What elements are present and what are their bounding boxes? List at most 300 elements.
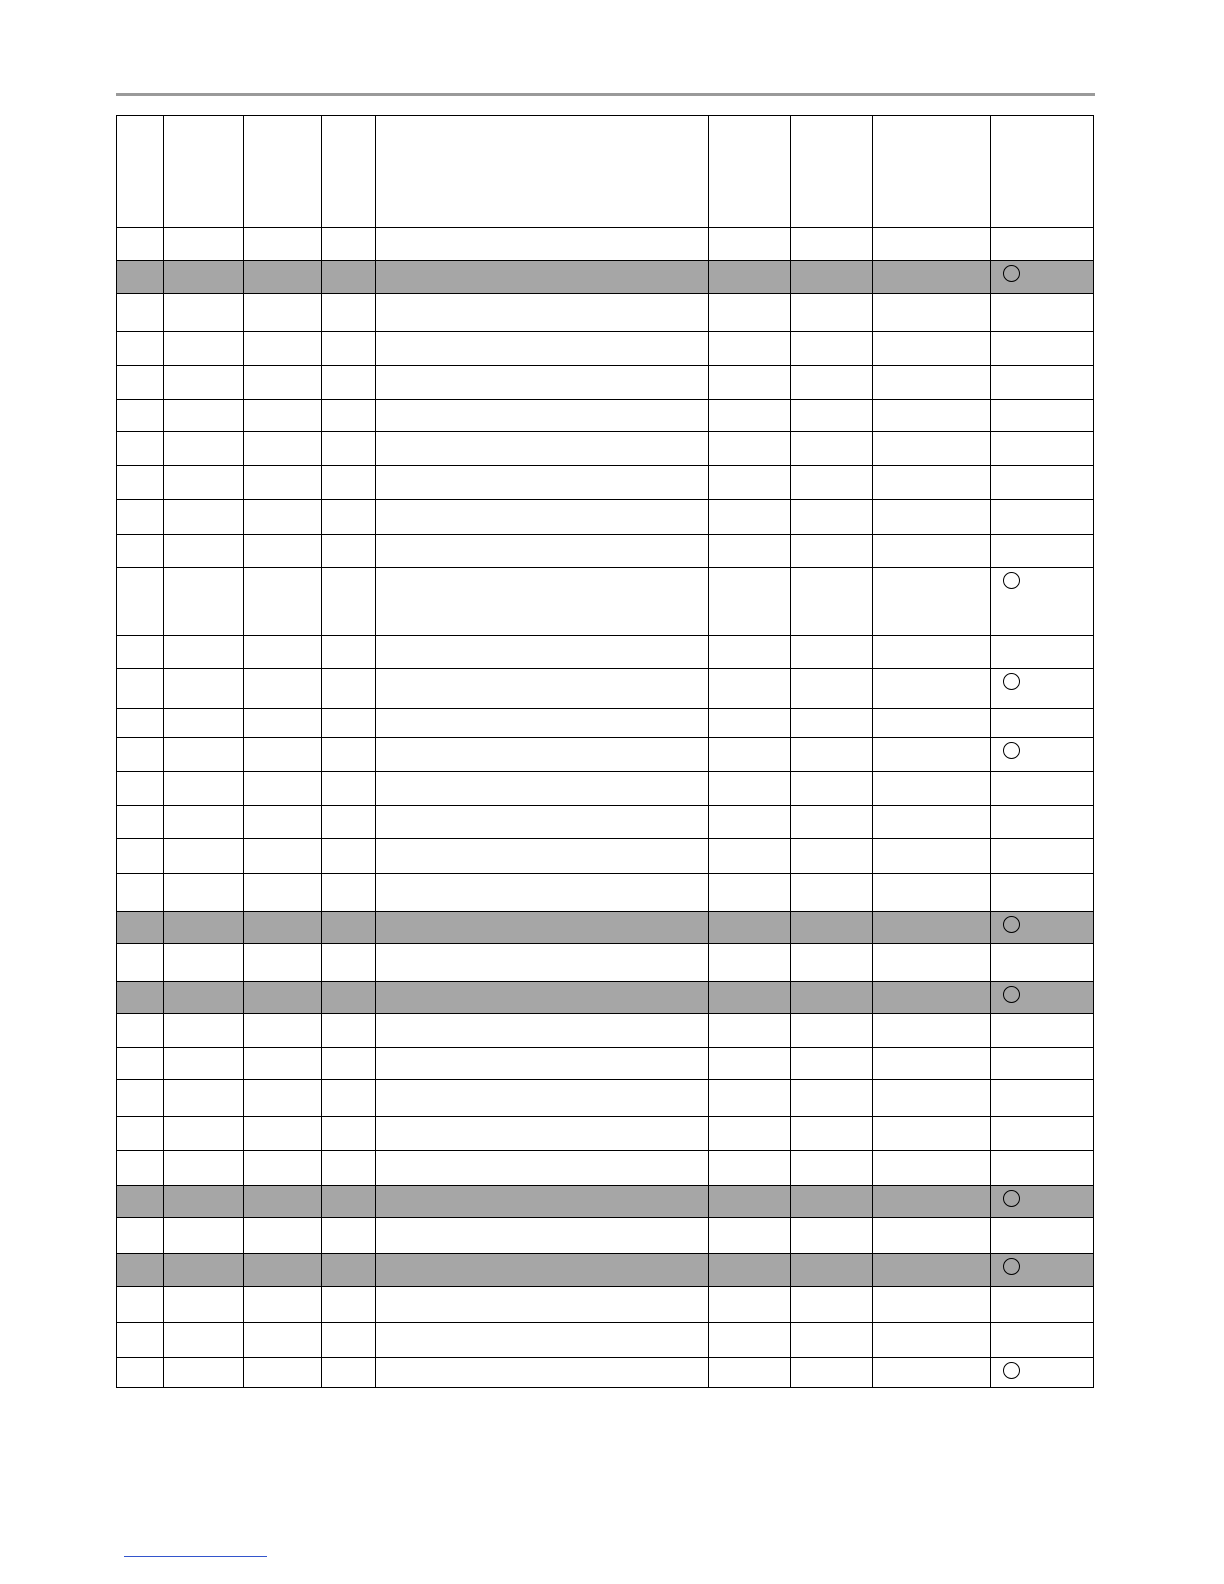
table-cell <box>791 1151 873 1186</box>
table-cell <box>791 332 873 366</box>
table-cell <box>164 500 244 535</box>
table-cell <box>376 1117 709 1151</box>
table-cell <box>244 839 322 874</box>
table-cell <box>991 1117 1094 1151</box>
table-cell <box>244 1218 322 1254</box>
table-cell <box>873 1117 991 1151</box>
table-cell <box>873 1186 991 1218</box>
table-cell <box>376 738 709 772</box>
table-cell <box>991 982 1094 1014</box>
table-cell <box>791 500 873 535</box>
table-cell <box>709 709 791 738</box>
table-cell <box>991 432 1094 466</box>
table-cell <box>791 738 873 772</box>
table-cell <box>164 1151 244 1186</box>
table-cell <box>164 772 244 806</box>
table-cell <box>117 400 164 432</box>
table-cell <box>322 500 376 535</box>
table-cell <box>322 568 376 636</box>
table-cell <box>791 261 873 294</box>
table-cell <box>322 1048 376 1080</box>
table-cell <box>791 568 873 636</box>
table-row <box>117 709 1094 738</box>
table-cell <box>164 839 244 874</box>
table-cell <box>873 466 991 500</box>
table-cell <box>873 669 991 709</box>
table-row <box>117 400 1094 432</box>
table-row <box>117 432 1094 466</box>
table-cell <box>244 261 322 294</box>
table-row <box>117 500 1094 535</box>
table-row <box>117 228 1094 261</box>
table-cell <box>991 466 1094 500</box>
table-cell <box>791 228 873 261</box>
table-cell <box>991 535 1094 568</box>
table-cell <box>117 432 164 466</box>
header-cell <box>873 116 991 228</box>
table-cell <box>117 1080 164 1117</box>
table-cell <box>164 709 244 738</box>
table-cell <box>117 1254 164 1287</box>
table-cell <box>164 636 244 669</box>
table-cell <box>376 400 709 432</box>
table-cell <box>991 1014 1094 1048</box>
table-cell <box>376 806 709 839</box>
table-cell <box>322 432 376 466</box>
header-cell <box>322 116 376 228</box>
circle-outline-icon <box>1003 1190 1020 1207</box>
table-cell <box>117 1151 164 1186</box>
table-cell <box>376 366 709 400</box>
table-cell <box>322 709 376 738</box>
table-cell <box>873 982 991 1014</box>
table-cell <box>244 535 322 568</box>
table-cell <box>322 636 376 669</box>
table-cell <box>117 1117 164 1151</box>
table-cell <box>376 535 709 568</box>
table-cell <box>991 294 1094 332</box>
table-row <box>117 1254 1094 1287</box>
table-cell <box>791 366 873 400</box>
table-cell <box>991 669 1094 709</box>
table-cell <box>117 912 164 944</box>
table-cell <box>791 400 873 432</box>
table-row <box>117 1358 1094 1388</box>
table-row <box>117 1323 1094 1358</box>
table-row <box>117 1218 1094 1254</box>
table-cell <box>376 944 709 982</box>
table-cell <box>873 432 991 466</box>
table-cell <box>709 1151 791 1186</box>
table-cell <box>164 982 244 1014</box>
table-cell <box>991 1287 1094 1323</box>
table-cell <box>873 332 991 366</box>
table-cell <box>244 1014 322 1048</box>
table-cell <box>873 294 991 332</box>
table-cell <box>873 1151 991 1186</box>
table-cell <box>376 1358 709 1388</box>
table-cell <box>991 839 1094 874</box>
table-cell <box>791 294 873 332</box>
table-cell <box>244 1151 322 1186</box>
table-cell <box>117 874 164 912</box>
table-row <box>117 839 1094 874</box>
table-cell <box>376 1151 709 1186</box>
table-cell <box>791 535 873 568</box>
table-cell <box>244 982 322 1014</box>
table-cell <box>873 1287 991 1323</box>
circle-outline-icon <box>1003 916 1020 933</box>
table-cell <box>873 1254 991 1287</box>
table-cell <box>709 228 791 261</box>
table-cell <box>164 1186 244 1218</box>
table-cell <box>117 366 164 400</box>
table-cell <box>164 1218 244 1254</box>
table-cell <box>244 400 322 432</box>
table-cell <box>376 261 709 294</box>
table-cell <box>322 839 376 874</box>
table-cell <box>376 636 709 669</box>
table-cell <box>791 669 873 709</box>
table-cell <box>991 261 1094 294</box>
table-cell <box>991 1358 1094 1388</box>
table-cell <box>709 466 791 500</box>
table-cell <box>164 669 244 709</box>
table-cell <box>164 432 244 466</box>
table-cell <box>709 535 791 568</box>
table-cell <box>322 772 376 806</box>
table-cell <box>117 772 164 806</box>
table-cell <box>164 535 244 568</box>
table-cell <box>322 294 376 332</box>
table-cell <box>791 1254 873 1287</box>
table-cell <box>164 1117 244 1151</box>
table-row <box>117 1151 1094 1186</box>
table-cell <box>709 261 791 294</box>
table-cell <box>709 500 791 535</box>
table-cell <box>709 1186 791 1218</box>
table-cell <box>244 874 322 912</box>
table-cell <box>376 982 709 1014</box>
table-row <box>117 1186 1094 1218</box>
table-cell <box>117 294 164 332</box>
table-cell <box>709 568 791 636</box>
table-cell <box>322 1218 376 1254</box>
circle-outline-icon <box>1003 1258 1020 1275</box>
table-cell <box>244 636 322 669</box>
table-cell <box>791 1218 873 1254</box>
table-cell <box>873 874 991 912</box>
table-cell <box>244 332 322 366</box>
table-cell <box>991 1218 1094 1254</box>
table-cell <box>376 294 709 332</box>
table-cell <box>873 500 991 535</box>
circle-outline-icon <box>1003 673 1020 690</box>
circle-outline-icon <box>1003 265 1020 282</box>
table-cell <box>991 772 1094 806</box>
table-row <box>117 366 1094 400</box>
table-cell <box>991 366 1094 400</box>
table-cell <box>117 944 164 982</box>
table-cell <box>873 1048 991 1080</box>
table-row <box>117 1080 1094 1117</box>
table-cell <box>322 1186 376 1218</box>
table-cell <box>164 366 244 400</box>
table-cell <box>322 982 376 1014</box>
table-row <box>117 738 1094 772</box>
table-cell <box>791 772 873 806</box>
header-cell <box>791 116 873 228</box>
table-cell <box>164 738 244 772</box>
table-cell <box>873 366 991 400</box>
table-cell <box>244 466 322 500</box>
table-cell <box>376 332 709 366</box>
table-row <box>117 294 1094 332</box>
table-cell <box>376 432 709 466</box>
table-cell <box>873 228 991 261</box>
header-cell <box>244 116 322 228</box>
table-cell <box>991 1080 1094 1117</box>
table-cell <box>873 738 991 772</box>
table-cell <box>991 568 1094 636</box>
table-cell <box>244 709 322 738</box>
table-cell <box>791 874 873 912</box>
table-cell <box>709 1358 791 1388</box>
table-cell <box>791 1287 873 1323</box>
table-cell <box>164 332 244 366</box>
table-cell <box>873 1014 991 1048</box>
data-table <box>116 115 1094 1388</box>
table-cell <box>244 1323 322 1358</box>
table-cell <box>873 839 991 874</box>
header-rule <box>116 93 1095 96</box>
table-cell <box>991 738 1094 772</box>
table-cell <box>709 912 791 944</box>
table-cell <box>376 1254 709 1287</box>
table-cell <box>873 944 991 982</box>
table-cell <box>873 261 991 294</box>
table-cell <box>244 944 322 982</box>
table-cell <box>991 636 1094 669</box>
table-cell <box>322 1323 376 1358</box>
table-row <box>117 669 1094 709</box>
table-cell <box>376 709 709 738</box>
table-cell <box>164 1048 244 1080</box>
table-cell <box>244 669 322 709</box>
table-cell <box>164 874 244 912</box>
table-cell <box>117 228 164 261</box>
table-cell <box>376 772 709 806</box>
circle-outline-icon <box>1003 1362 1020 1379</box>
table-cell <box>322 400 376 432</box>
header-cell <box>709 116 791 228</box>
table-cell <box>376 1287 709 1323</box>
table-cell <box>791 1323 873 1358</box>
table-cell <box>991 332 1094 366</box>
table-cell <box>376 1218 709 1254</box>
table-cell <box>164 1323 244 1358</box>
table-cell <box>709 944 791 982</box>
table-cell <box>991 1151 1094 1186</box>
table-cell <box>991 1186 1094 1218</box>
table-cell <box>164 1358 244 1388</box>
table-row <box>117 332 1094 366</box>
table-cell <box>791 1186 873 1218</box>
table-cell <box>873 535 991 568</box>
table-cell <box>376 1323 709 1358</box>
table-cell <box>322 944 376 982</box>
table-cell <box>117 1358 164 1388</box>
table-cell <box>709 1117 791 1151</box>
table-cell <box>244 1186 322 1218</box>
table-cell <box>709 669 791 709</box>
table-cell <box>376 228 709 261</box>
header-cell <box>991 116 1094 228</box>
header-cell <box>164 116 244 228</box>
table-cell <box>322 806 376 839</box>
table-cell <box>873 772 991 806</box>
table-cell <box>873 806 991 839</box>
footer-link-rule <box>124 1556 267 1557</box>
table-cell <box>991 912 1094 944</box>
table-row <box>117 944 1094 982</box>
table-cell <box>322 1080 376 1117</box>
table-cell <box>709 772 791 806</box>
table-cell <box>791 636 873 669</box>
table-cell <box>791 709 873 738</box>
header-cell <box>117 116 164 228</box>
table-cell <box>117 1323 164 1358</box>
table-cell <box>991 874 1094 912</box>
table-cell <box>244 772 322 806</box>
table-row <box>117 261 1094 294</box>
table-cell <box>164 228 244 261</box>
table-cell <box>709 1254 791 1287</box>
table-cell <box>117 738 164 772</box>
table-row <box>117 568 1094 636</box>
table-cell <box>709 366 791 400</box>
table-cell <box>164 1287 244 1323</box>
table-cell <box>791 466 873 500</box>
table-cell <box>322 1358 376 1388</box>
table-cell <box>244 228 322 261</box>
table-cell <box>117 1186 164 1218</box>
table-cell <box>376 669 709 709</box>
table-cell <box>709 982 791 1014</box>
table-cell <box>117 332 164 366</box>
table-row <box>117 466 1094 500</box>
table-cell <box>244 432 322 466</box>
table-cell <box>244 1080 322 1117</box>
table-cell <box>117 806 164 839</box>
table-cell <box>117 1014 164 1048</box>
table-cell <box>791 982 873 1014</box>
table-cell <box>791 944 873 982</box>
table-cell <box>709 294 791 332</box>
table-cell <box>873 709 991 738</box>
table-cell <box>117 636 164 669</box>
table-cell <box>376 874 709 912</box>
table-cell <box>164 568 244 636</box>
table-cell <box>791 1358 873 1388</box>
table-cell <box>322 261 376 294</box>
table-cell <box>376 1014 709 1048</box>
table-cell <box>164 261 244 294</box>
table-cell <box>376 466 709 500</box>
table-cell <box>991 1323 1094 1358</box>
table-cell <box>709 1080 791 1117</box>
circle-outline-icon <box>1003 986 1020 1003</box>
table-cell <box>376 912 709 944</box>
table-cell <box>244 366 322 400</box>
table-cell <box>709 738 791 772</box>
table-row <box>117 806 1094 839</box>
table-cell <box>873 1218 991 1254</box>
table-row <box>117 535 1094 568</box>
table-cell <box>709 400 791 432</box>
table-cell <box>709 839 791 874</box>
table-cell <box>164 1080 244 1117</box>
table-cell <box>164 1014 244 1048</box>
table-cell <box>117 839 164 874</box>
table-cell <box>244 568 322 636</box>
table-cell <box>873 1358 991 1388</box>
table-cell <box>117 1218 164 1254</box>
table-cell <box>322 1014 376 1048</box>
table-cell <box>244 500 322 535</box>
table-cell <box>791 839 873 874</box>
table-cell <box>164 1254 244 1287</box>
table-cell <box>991 806 1094 839</box>
table-row <box>117 1287 1094 1323</box>
table-cell <box>322 466 376 500</box>
table-cell <box>164 400 244 432</box>
table-row <box>117 912 1094 944</box>
table-cell <box>873 400 991 432</box>
table-cell <box>791 1080 873 1117</box>
table-cell <box>117 261 164 294</box>
table-row <box>117 1117 1094 1151</box>
table-cell <box>244 806 322 839</box>
table-cell <box>117 568 164 636</box>
header-cell <box>376 116 709 228</box>
table-cell <box>117 535 164 568</box>
table-cell <box>709 332 791 366</box>
table-cell <box>164 944 244 982</box>
table-cell <box>117 982 164 1014</box>
table-row <box>117 874 1094 912</box>
table-cell <box>244 738 322 772</box>
table-cell <box>322 1287 376 1323</box>
table-cell <box>709 1014 791 1048</box>
table-cell <box>991 500 1094 535</box>
table-cell <box>117 466 164 500</box>
table-header-row <box>117 116 1094 228</box>
table-cell <box>791 1048 873 1080</box>
table-cell <box>244 294 322 332</box>
table-cell <box>322 738 376 772</box>
table-cell <box>991 709 1094 738</box>
table-cell <box>873 1323 991 1358</box>
table-cell <box>117 709 164 738</box>
table-cell <box>376 500 709 535</box>
table-cell <box>791 432 873 466</box>
table-cell <box>244 1287 322 1323</box>
table-cell <box>322 332 376 366</box>
table-cell <box>791 806 873 839</box>
table-cell <box>117 500 164 535</box>
table-row <box>117 772 1094 806</box>
